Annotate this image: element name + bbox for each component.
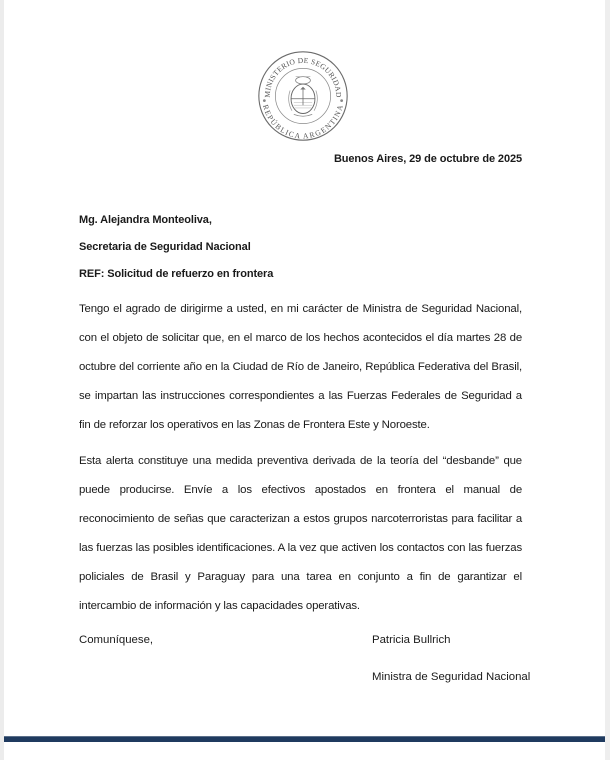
closing-salutation: Comuníquese, (79, 634, 154, 646)
coat-of-arms-icon (289, 77, 318, 117)
signer-name: Patricia Bullrich (372, 634, 451, 646)
seal-bottom-text: REPÚBLICA ARGENTINA (261, 103, 345, 141)
reference-line: REF: Solicitud de refuerzo en frontera (79, 268, 274, 280)
body-paragraph-2: Esta alerta constituye una medida preventiva derivada de la teoría del “desbande” que puede producirse. Envíe a los efectivos apostados en frontera el manual de reconocimiento de señas que caracterizan a estos grupos narcoterroristas para facilitar a las fuerzas las posibles identificaciones. A la vez que activen los contactos con las fuerzas policiales de Brasil y Paraguay para una tarea en conjunto a fin de garantizar el intercambio de información y las capacidades operativas. (79, 455, 522, 612)
body-paragraph-1: Tengo el agrado de dirigirme a usted, en mi carácter de Ministra de Seguridad Nacional, con el objeto de solicitar que, en el marco de los hechos acontecidos el día martes 28 de octubre del corriente año en la Ciudad de Río de Janeiro, República Federativa del Brasil, se impartan las instrucciones correspondientes a las Fuerzas Federales de Seguridad a fin de reforzar los operativos en las Zonas de Frontera Este y Noroeste. (79, 303, 522, 431)
addressee-name: Mg. Alejandra Monteoliva, (79, 214, 212, 226)
page-edge-right (605, 0, 610, 760)
addressee-position: Secretaria de Seguridad Nacional (79, 241, 251, 253)
ministry-seal (257, 50, 349, 142)
date-line: Buenos Aires, 29 de octubre de 2025 (333, 153, 522, 165)
signer-title: Ministra de Seguridad Nacional (372, 671, 531, 683)
footer-bar (4, 736, 606, 742)
seal-dot-left (263, 99, 266, 102)
seal-top-text: MINISTERIO DE SEGURIDAD (262, 55, 344, 98)
seal-dot-right (340, 99, 343, 102)
